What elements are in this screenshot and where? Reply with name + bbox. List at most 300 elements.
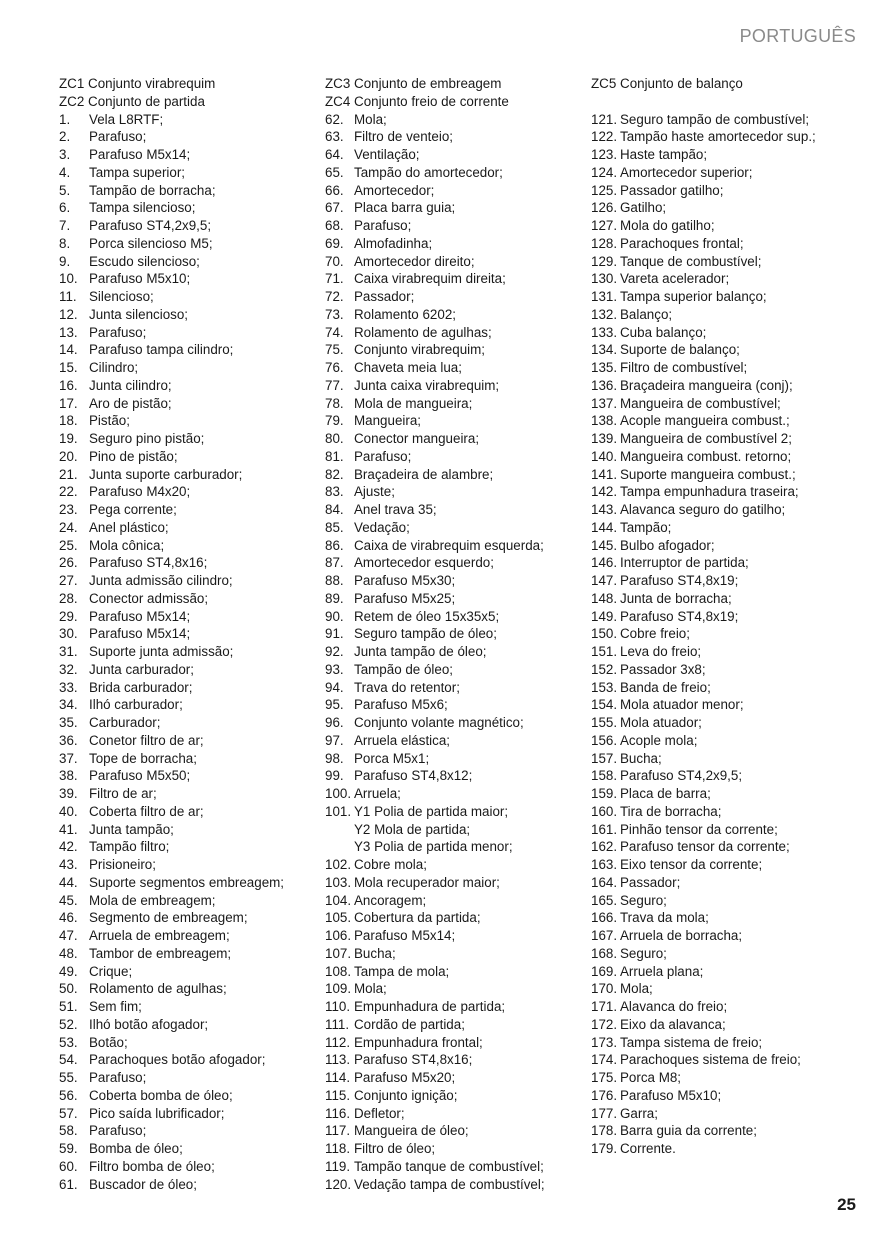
part-name: Conjunto ignição; [354, 1087, 458, 1103]
part-name: Trava da mola; [620, 910, 709, 926]
part-number: 169. [591, 963, 618, 979]
part-item [59, 679, 314, 697]
part-number: 14. [59, 342, 78, 358]
part-name: Junta de borracha; [620, 590, 732, 606]
part-number: 26. [59, 555, 78, 571]
part-name: Filtro bomba de óleo; [89, 1158, 215, 1174]
part-item [325, 1051, 585, 1069]
part-number: 31. [59, 644, 78, 659]
page-number: 25 [837, 1195, 856, 1214]
part-name: Suporte de balanço; [620, 342, 740, 358]
part-item [325, 874, 585, 892]
part-number: 19. [59, 431, 78, 446]
part-number: 85. [325, 519, 344, 535]
part-item [59, 1105, 314, 1123]
part-name: Mangueira de combustível 2; [620, 431, 792, 446]
part-number: 106. [325, 928, 352, 943]
part-number: 20. [59, 448, 78, 464]
part-item [591, 288, 861, 306]
part-number [325, 821, 354, 839]
part-name: Conjunto volante magnético; [354, 715, 524, 730]
part-number: 1. [59, 111, 71, 127]
part-item [591, 306, 861, 324]
part-name: Anel plástico; [89, 519, 169, 535]
part-name: Tampa empunhadura traseira; [620, 484, 799, 500]
part-number: 24. [59, 519, 78, 535]
part-number: 83. [325, 484, 344, 500]
part-item [591, 714, 861, 732]
part-number: 36. [59, 732, 78, 748]
part-name: Tampão; [620, 519, 672, 535]
part-item [591, 377, 861, 395]
part-name: Seguro; [620, 892, 667, 908]
part-name: Arruela elástica; [354, 732, 451, 748]
part-number: 108. [325, 963, 352, 979]
part-item [59, 963, 314, 981]
part-item [325, 146, 585, 164]
part-name: Ilhó carburador; [89, 697, 183, 713]
part-number: 126. [591, 200, 618, 216]
part-name: Porca M8; [620, 1070, 682, 1085]
part-item [325, 395, 585, 413]
part-number: 38. [59, 768, 78, 784]
part-number: 16. [59, 377, 78, 393]
part-name: Conjunto virabrequim; [354, 342, 485, 358]
part-name: Pega corrente; [89, 502, 177, 517]
part-number: 62. [325, 111, 344, 127]
part-item [59, 483, 314, 501]
part-item [591, 128, 861, 146]
part-number: 43. [59, 857, 78, 872]
part-name: Parafuso M4x20; [89, 484, 191, 500]
part-number: 166. [591, 910, 618, 926]
part-number: 136. [591, 377, 618, 393]
part-item [59, 714, 314, 732]
part-name: Bomba de óleo; [89, 1141, 183, 1156]
part-name: Interruptor de partida; [620, 555, 749, 571]
part-number: 55. [59, 1070, 78, 1085]
part-number: 125. [591, 182, 618, 198]
part-number: 10. [59, 271, 78, 287]
part-number: 6. [59, 200, 71, 216]
part-name: Sem fim; [89, 999, 142, 1014]
part-name: Ancoragem; [354, 892, 427, 908]
part-name: Cobertura da partida; [354, 910, 481, 926]
part-item [59, 1158, 314, 1176]
part-item [59, 146, 314, 164]
part-name: Mangueira combust. retorno; [620, 448, 792, 464]
group-heading: ZC4 Conjunto freio de corrente [325, 93, 509, 109]
part-name: Junta tampão de óleo; [354, 644, 487, 659]
part-item [325, 341, 585, 359]
part-item [591, 1105, 861, 1123]
part-number: 102. [325, 857, 352, 872]
part-item [325, 430, 585, 448]
part-number: 99. [325, 768, 344, 784]
part-number: 151. [591, 644, 618, 659]
part-name: Mola cônica; [89, 537, 165, 553]
part-name: Conector mangueira; [354, 431, 480, 446]
part-item [591, 1122, 861, 1140]
part-number: 101. [325, 803, 352, 819]
part-item [59, 590, 314, 608]
part-item [325, 519, 585, 537]
part-name: Corrente. [620, 1141, 676, 1156]
part-name: Haste tampão; [620, 147, 708, 162]
part-name: Passador gatilho; [620, 182, 724, 198]
part-number: 69. [325, 235, 344, 251]
part-item [591, 324, 861, 342]
part-number: 29. [59, 608, 78, 624]
part-item [325, 1140, 585, 1158]
part-number: 89. [325, 590, 344, 606]
part-name: Retem de óleo 15x35x5; [354, 608, 500, 624]
part-item [325, 128, 585, 146]
part-item [591, 732, 861, 750]
part-item [591, 235, 861, 253]
part-item [59, 235, 314, 253]
part-number: 91. [325, 626, 344, 642]
part-name: Mola recuperador maior; [354, 874, 500, 890]
part-name: Parafuso tampa cilindro; [89, 342, 234, 358]
part-number: 177. [591, 1105, 618, 1121]
part-item [591, 448, 861, 466]
part-name: Bucha; [354, 945, 396, 961]
part-number: 35. [59, 715, 78, 730]
part-item [325, 980, 585, 998]
part-item [591, 625, 861, 643]
part-number: 107. [325, 945, 352, 961]
part-name: Parafuso M5x50; [89, 768, 191, 784]
part-item [59, 359, 314, 377]
part-number: 140. [591, 448, 618, 464]
part-number: 129. [591, 253, 618, 269]
part-item [325, 270, 585, 288]
part-name: Tampa sistema de freio; [620, 1034, 763, 1050]
part-number: 131. [591, 289, 618, 304]
part-number: 53. [59, 1034, 78, 1050]
part-number: 5. [59, 182, 71, 198]
part-number: 63. [325, 129, 344, 145]
part-name: Junta carburador; [89, 661, 194, 677]
part-item [325, 803, 585, 821]
part-item [325, 111, 585, 129]
part-item [591, 359, 861, 377]
part-name: Parafuso; [89, 1123, 147, 1139]
part-name: Arruela de embreagem; [89, 928, 230, 943]
part-number: 122. [591, 129, 618, 145]
part-item [325, 821, 585, 839]
part-item [59, 785, 314, 803]
part-item [59, 377, 314, 395]
part-item [59, 430, 314, 448]
part-name: Seguro tampão de combustível; [620, 111, 810, 127]
part-item [591, 661, 861, 679]
part-name: Mola; [620, 981, 653, 997]
part-item [59, 537, 314, 555]
part-number: 67. [325, 200, 344, 216]
part-name: Vareta acelerador; [620, 271, 730, 287]
part-item [591, 519, 861, 537]
part-name: Cuba balanço; [620, 324, 707, 340]
part-number: 42. [59, 839, 78, 855]
part-name: Prisioneiro; [89, 857, 156, 872]
part-item [59, 998, 314, 1016]
part-item [591, 980, 861, 998]
part-item [325, 324, 585, 342]
part-name: Parachoques frontal; [620, 235, 744, 251]
part-name: Vedação; [354, 519, 410, 535]
part-number: 149. [591, 608, 618, 624]
part-number: 159. [591, 786, 618, 801]
part-item [325, 537, 585, 555]
part-name: Silencioso; [89, 289, 154, 304]
part-name: Conetor filtro de ar; [89, 732, 204, 748]
part-number: 133. [591, 324, 618, 340]
part-item [591, 909, 861, 927]
part-name: Leva do freio; [620, 644, 702, 659]
part-name: Crique; [89, 963, 133, 979]
part-item [591, 1034, 861, 1052]
part-number: 12. [59, 306, 78, 322]
part-number: 143. [591, 502, 618, 517]
part-item [591, 182, 861, 200]
part-item [325, 732, 585, 750]
part-number: 155. [591, 715, 618, 730]
part-name: Parafuso ST4,8x19; [620, 608, 739, 624]
part-number: 45. [59, 892, 78, 908]
part-name: Coberta filtro de ar; [89, 803, 204, 819]
part-number: 40. [59, 803, 78, 819]
part-item [325, 182, 585, 200]
part-name: Parafuso M5x20; [354, 1070, 456, 1085]
part-number: 48. [59, 945, 78, 961]
part-item [59, 199, 314, 217]
part-name: Junta tampão; [89, 821, 174, 837]
part-item [325, 377, 585, 395]
part-item [59, 643, 314, 661]
part-number: 77. [325, 377, 344, 393]
part-number: 23. [59, 502, 78, 517]
part-name: Alavanca seguro do gatilho; [620, 502, 786, 517]
part-number: 72. [325, 289, 344, 304]
group-heading: ZC3 Conjunto de embreagem [325, 76, 502, 91]
part-item [59, 1051, 314, 1069]
part-number: 152. [591, 661, 618, 677]
part-name: Parafuso ST4,8x16; [354, 1052, 473, 1068]
part-name: Mola do gatilho; [620, 218, 715, 233]
part-item [59, 803, 314, 821]
part-name: Tambor de embreagem; [89, 945, 232, 961]
part-item [325, 661, 585, 679]
part-item [59, 1176, 314, 1194]
part-item [59, 288, 314, 306]
part-number: 88. [325, 573, 344, 588]
part-item [325, 945, 585, 963]
part-number: 178. [591, 1123, 618, 1139]
part-name: Parafuso; [89, 129, 147, 145]
part-name: Porca M5x1; [354, 750, 430, 766]
part-name: Parafuso ST4,8x16; [89, 555, 208, 571]
part-name: Amortecedor esquerdo; [354, 555, 494, 571]
part-number: 144. [591, 519, 618, 535]
parts-column-3 [591, 75, 861, 1158]
part-item [59, 554, 314, 572]
part-number: 65. [325, 164, 344, 180]
group-heading: ZC1 Conjunto virabrequim [59, 76, 216, 91]
part-number: 168. [591, 945, 618, 961]
part-name: Pinhão tensor da corrente; [620, 821, 778, 837]
part-number: 96. [325, 715, 344, 730]
part-number: 135. [591, 360, 618, 375]
part-item [59, 306, 314, 324]
part-number: 116. [325, 1105, 351, 1121]
part-name: Parafuso M5x6; [354, 697, 448, 713]
part-number: 132. [591, 306, 618, 322]
part-item [591, 998, 861, 1016]
part-item [591, 270, 861, 288]
part-number: 120. [325, 1176, 352, 1192]
part-name: Vedação tampa de combustível; [354, 1176, 545, 1192]
part-number: 138. [591, 413, 618, 429]
part-number: 17. [59, 395, 78, 411]
part-item [591, 1069, 861, 1087]
part-name: Porca silencioso M5; [89, 235, 213, 251]
part-item [325, 448, 585, 466]
part-number: 93. [325, 661, 344, 677]
part-number: 70. [325, 253, 344, 269]
part-number: 68. [325, 218, 344, 233]
part-item [591, 554, 861, 572]
part-item [59, 750, 314, 768]
part-number: 145. [591, 537, 618, 553]
part-number: 11. [59, 289, 77, 304]
part-name: Tanque de combustível; [620, 253, 762, 269]
part-number: 118. [325, 1141, 351, 1156]
part-number: 60. [59, 1158, 78, 1174]
part-name: Mangueira de combustível; [620, 395, 781, 411]
part-item [325, 750, 585, 768]
part-item [591, 199, 861, 217]
part-item [325, 892, 585, 910]
part-name: Pico saída lubrificador; [89, 1105, 225, 1121]
part-number: 158. [591, 768, 618, 784]
part-name: Tampão de óleo; [354, 661, 454, 677]
part-item [325, 359, 585, 377]
part-item [591, 1051, 861, 1069]
part-number: 162. [591, 839, 618, 855]
part-name: Segmento de embreagem; [89, 910, 248, 926]
part-number: 74. [325, 324, 344, 340]
part-name: Trava do retentor; [354, 679, 460, 695]
part-item [325, 1105, 585, 1123]
part-item [325, 590, 585, 608]
part-number: 111. [325, 1016, 350, 1032]
part-item [325, 625, 585, 643]
part-name: Cobre mola; [354, 857, 427, 872]
part-number: 112. [325, 1034, 351, 1050]
part-name: Filtro de ar; [89, 786, 157, 801]
part-item [59, 625, 314, 643]
part-number: 76. [325, 360, 344, 375]
part-name: Amortecedor; [354, 182, 435, 198]
part-number: 156. [591, 732, 618, 748]
part-number: 59. [59, 1141, 78, 1156]
part-item [325, 1176, 585, 1194]
part-name: Parafuso M5x10; [620, 1087, 722, 1103]
part-name: Cobre freio; [620, 626, 690, 642]
part-number [325, 838, 354, 856]
parts-column-1 [59, 75, 314, 1193]
part-item [325, 217, 585, 235]
part-item [591, 164, 861, 182]
part-number: 21. [59, 466, 78, 482]
part-name: Tampão de borracha; [89, 182, 216, 198]
part-item [59, 732, 314, 750]
part-number: 49. [59, 963, 78, 979]
part-number: 139. [591, 431, 618, 446]
part-number: 80. [325, 431, 344, 446]
part-item [59, 1122, 314, 1140]
part-name: Parafuso M5x14; [89, 608, 191, 624]
part-name: Braçadeira mangueira (conj); [620, 377, 793, 393]
part-item [59, 838, 314, 856]
part-number: 105. [325, 910, 352, 926]
part-item [325, 1158, 585, 1176]
part-name: Seguro pino pistão; [89, 431, 205, 446]
part-name: Tope de borracha; [89, 750, 197, 766]
part-number: 71. [325, 271, 344, 287]
part-name: Mangueira de óleo; [354, 1123, 469, 1139]
part-item [325, 909, 585, 927]
part-number: 117. [325, 1123, 351, 1139]
part-number: 22. [59, 484, 78, 500]
part-name: Brida carburador; [89, 679, 193, 695]
part-name: Arruela; [354, 786, 401, 801]
part-number: 167. [591, 928, 618, 943]
part-number: 147. [591, 573, 618, 588]
part-item [59, 661, 314, 679]
part-number: 123. [591, 147, 618, 162]
part-item [325, 1122, 585, 1140]
part-item [59, 182, 314, 200]
part-number: 86. [325, 537, 344, 553]
part-name: Seguro tampão de óleo; [354, 626, 497, 642]
part-item [325, 235, 585, 253]
part-name: Placa barra guia; [354, 200, 456, 216]
part-item [591, 430, 861, 448]
part-number: 73. [325, 306, 344, 322]
part-name: Parafuso; [89, 324, 147, 340]
part-name: Braçadeira de alambre; [354, 466, 494, 482]
part-name: Passador 3x8; [620, 661, 706, 677]
part-name: Parafuso ST4,2x9,5; [620, 768, 743, 784]
part-name: Y1 Polia de partida maior; [354, 803, 509, 819]
part-name: Mola de embreagem; [89, 892, 216, 908]
part-number: 8. [59, 235, 71, 251]
part-item [325, 501, 585, 519]
part-number: 127. [591, 218, 618, 233]
part-item [591, 253, 861, 271]
part-item [591, 643, 861, 661]
part-item [59, 608, 314, 626]
part-name: Acople mangueira combust.; [620, 413, 790, 429]
part-item [59, 572, 314, 590]
part-item [591, 217, 861, 235]
part-item [59, 217, 314, 235]
part-number: 175. [591, 1070, 618, 1085]
part-number: 15. [59, 360, 78, 375]
